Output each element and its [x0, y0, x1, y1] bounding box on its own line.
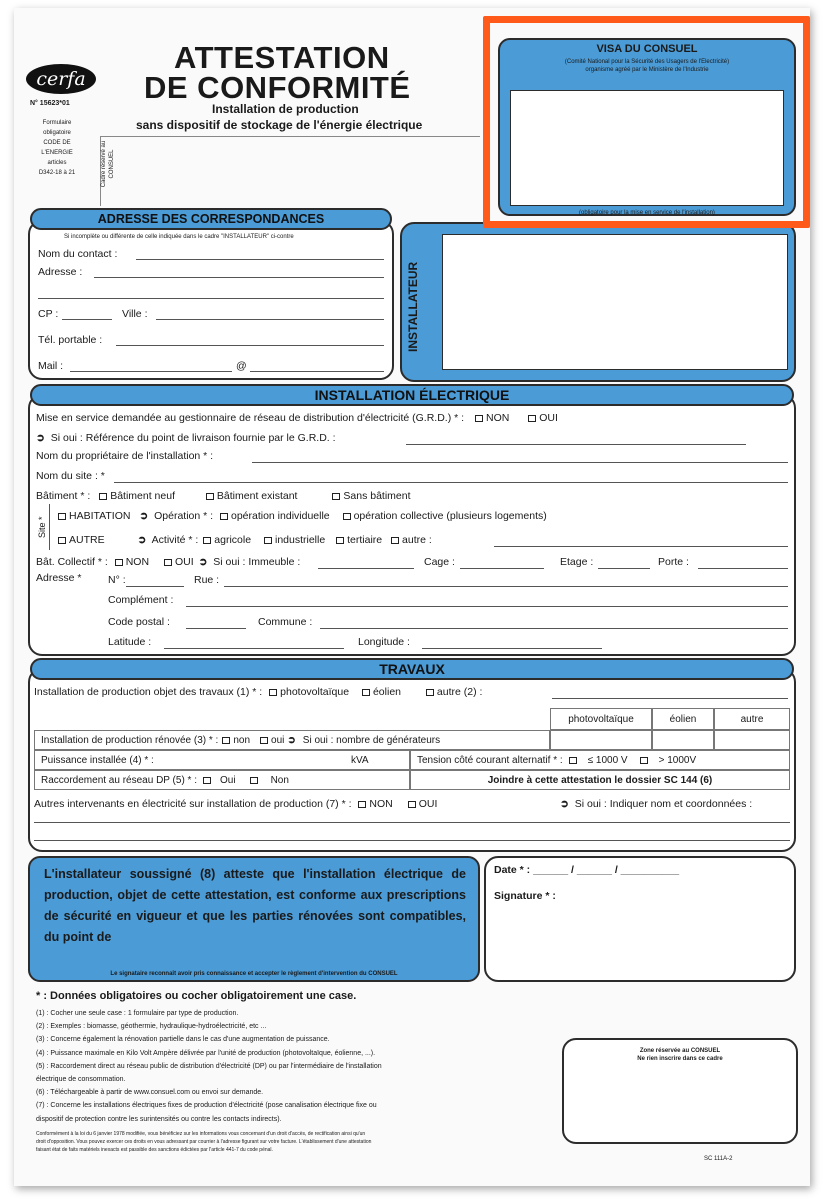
signature-area[interactable] — [576, 888, 786, 974]
collectif-oui-label: OUI — [174, 556, 194, 568]
renovee-oui-label: oui — [271, 734, 285, 746]
habitation-row — [58, 510, 547, 522]
operation-label: Opération * : — [154, 510, 214, 522]
ville-label: Ville : — [122, 308, 148, 320]
porte-field[interactable] — [698, 568, 788, 569]
arrow-icon: ➲ — [560, 798, 569, 810]
adresse-label: Adresse : — [38, 266, 83, 278]
pv-checkbox[interactable] — [269, 686, 349, 698]
etage-label: Etage : — [560, 556, 594, 568]
arrow-icon: ➲ — [198, 556, 208, 568]
op-coll-checkbox[interactable] — [343, 510, 547, 522]
note-item: (2) : Exemples : biomasse, géothermie, hydraulique-hydroélectricité, etc ... — [36, 1023, 267, 1031]
proprietaire-field[interactable] — [252, 462, 788, 463]
ref-pdl-label: Si oui : Référence du point de livraison fournie par le G.R.D. : — [50, 432, 336, 444]
proprietaire-label: Nom du propriétaire de l'installation * : — [36, 450, 214, 462]
notes-title: * : Données obligatoires ou cocher obligatoirement une case. — [36, 990, 357, 1002]
note-item: (5) : Raccordement direct au réseau public de distribution d'électricité (DP) ou par l'intermédiaire de l'installation — [36, 1062, 382, 1070]
mes-non-label: NON — [485, 412, 510, 424]
latitude-label: Latitude : — [108, 636, 152, 648]
sans-bat-label: Sans bâtiment — [343, 490, 411, 502]
objet-travaux-label: Installation de production objet des travaux (1) * : — [34, 686, 263, 698]
agricole-label: agricole — [214, 534, 252, 546]
si-oui-indiquer-label: Si oui : Indiquer nom et coordonnées : — [574, 798, 753, 810]
side-note-line: obligatoire — [43, 130, 71, 136]
batiment-row — [36, 490, 411, 502]
mes-non-checkbox[interactable] — [475, 412, 509, 424]
mail-label: Mail : — [38, 360, 64, 372]
installateur-label: INSTALLATEUR — [406, 261, 420, 352]
note-item: (3) : Concerne également la rénovation partielle dans le cas d'une augmentation de puissance. — [36, 1036, 330, 1044]
zone-consuel — [562, 1038, 798, 1144]
numero-field[interactable] — [126, 586, 184, 587]
agricole-checkbox[interactable] — [203, 534, 251, 546]
visa-title: VISA DU CONSUEL — [596, 43, 698, 55]
immeuble-label: Si oui : Immeuble : — [213, 556, 301, 568]
autre-prod-label: autre (2) : — [436, 686, 483, 698]
ref-pdl-field[interactable] — [406, 444, 746, 445]
autres-intervenants-row — [34, 798, 437, 810]
code-postal-field[interactable] — [186, 628, 246, 629]
renovee-non-checkbox[interactable] — [222, 735, 250, 746]
legal-line: Conformément à la loi du 6 janvier 1978 modifiée, vous bénéficiez sur les informations vous concernant d'un droit d'accès, de rectification ainsi qu'un — [36, 1131, 366, 1137]
raccord-non-label: Non — [270, 774, 289, 786]
tertiaire-label: tertiaire — [347, 534, 383, 546]
correspondances-note: Si incomplète ou différente de celle indiquée dans le cadre "INSTALLATEUR" ci-contre — [64, 234, 294, 240]
col-header-pv: photovoltaïque — [550, 708, 652, 730]
cage-field[interactable] — [460, 568, 544, 569]
form-code: SC 111A-2 — [704, 1156, 733, 1162]
sans-bat-checkbox[interactable] — [332, 490, 410, 502]
op-coll-label: opération collective (plusieurs logements) — [353, 510, 547, 522]
puissance-row — [34, 750, 410, 770]
legal-line: faisant état de faits matériels inexacts est passible des sanctions édictées par l'article 441-7 du code pénal. — [36, 1147, 273, 1153]
consuel-reserved-frame — [100, 136, 480, 206]
renovee-row — [34, 730, 550, 750]
batiment-label: Bâtiment * : — [36, 490, 91, 502]
correspondances-panel — [28, 220, 394, 380]
side-note-line: Formulaire — [42, 120, 72, 126]
note-item: (1) : Cocher une seule case : 1 formulaire par type de production. — [36, 1010, 239, 1017]
col-header-eolien: éolien — [652, 708, 714, 730]
habitation-label: HABITATION — [69, 510, 131, 522]
mise-en-service-label: Mise en service demandée au gestionnaire de réseau de distribution d'électricité (G.R.D.) * : — [36, 412, 465, 424]
installation-row1 — [36, 412, 558, 424]
puissance-label: Puissance installée (4) * : — [41, 754, 154, 766]
notes-list — [36, 1007, 382, 1126]
form-number: N° 15623*01 — [30, 100, 70, 107]
tension-high-label: > 1000V — [658, 754, 697, 766]
raccord-non-checkbox[interactable] — [250, 775, 289, 786]
site-label: Site * — [37, 516, 47, 538]
at-symbol: @ — [236, 360, 247, 372]
tension-label: Tension côté courant alternatif * : — [417, 754, 563, 766]
tel-field[interactable] — [116, 345, 384, 346]
cp-field[interactable] — [62, 319, 112, 320]
signature-panel — [484, 856, 796, 982]
activite-label: Activité * : — [151, 534, 199, 546]
renovee-label: Installation de production rénovée (3) * : — [41, 734, 219, 746]
tel-label: Tél. portable : — [38, 334, 103, 346]
installation-title: INSTALLATION ÉLECTRIQUE — [30, 384, 794, 406]
attestation-footer: Le signataire reconnaît avoir pris connaissance et accepter le règlement d'intervention du CONSUEL — [110, 971, 398, 977]
numero-label: N° : — [108, 574, 126, 586]
side-note-line: articles — [47, 160, 67, 166]
nb-gen-pv-field[interactable] — [550, 730, 652, 750]
tension-low-label: ≤ 1000 V — [587, 754, 628, 766]
nom-site-label: Nom du site : * — [36, 470, 105, 482]
installateur-panel — [400, 222, 796, 382]
autres-intervenants-label: Autres intervenants en électricité sur installation de production (7) * : — [34, 798, 352, 810]
bat-collectif-row — [36, 556, 300, 568]
bat-existant-checkbox[interactable] — [206, 490, 298, 502]
autre-activite-checkbox[interactable] — [391, 534, 432, 546]
cage-label: Cage : — [424, 556, 455, 568]
collectif-oui-checkbox[interactable] — [164, 556, 194, 568]
note-item: dispositif de protection contre les surintensités ou contre les contacts indirects). — [36, 1115, 282, 1123]
autre-activite-row — [58, 534, 432, 546]
autre-prod-checkbox[interactable] — [426, 686, 483, 698]
note-item: (4) : Puissance maximale en Kilo Volt Ampère délivrée par l'unité de production (photovoltaïque, éolienne, ...). — [36, 1049, 376, 1057]
tertiaire-checkbox[interactable] — [336, 534, 382, 546]
contact-field[interactable] — [136, 259, 384, 260]
latitude-field[interactable] — [164, 648, 344, 649]
raccord-oui-checkbox[interactable] — [203, 775, 236, 786]
habitation-checkbox[interactable] — [58, 510, 130, 522]
nb-gen-eolien-field[interactable] — [652, 730, 714, 750]
rue-label: Rue : — [194, 574, 220, 586]
nb-generateurs-label: Si oui : nombre de générateurs — [302, 734, 441, 746]
legal-line: droit d'opposition. Vous pouvez exercer ces droits en vous adressant par courrier à l'adresse figurant sur votre facture. L'établissement d'une attestation — [36, 1139, 372, 1145]
zone-consuel-line1: Zone réservée au CONSUEL — [639, 1048, 721, 1054]
etage-field[interactable] — [598, 568, 650, 569]
highlight-frame — [483, 16, 810, 228]
rue-field[interactable] — [224, 586, 788, 587]
visa-line2: organisme agréé par le Ministère de l'Industrie — [585, 67, 709, 73]
autre-prod-field[interactable] — [552, 698, 788, 699]
raccordement-label: Raccordement au réseau DP (5) * : — [41, 774, 198, 786]
side-note — [32, 118, 82, 178]
contact-label: Nom du contact : — [38, 248, 118, 260]
kva-unit: kVA — [351, 754, 369, 766]
collectif-non-label: NON — [125, 556, 150, 568]
ville-field[interactable] — [156, 319, 384, 320]
arrow-icon: ➲ — [137, 534, 147, 546]
tension-high-checkbox[interactable] — [640, 755, 697, 766]
autre-activite-label: autre : — [402, 534, 432, 546]
complement-label: Complément : — [108, 594, 174, 606]
note-item: (7) : Concerne les installations électriques fixes de production d'électricité (pose canalisation électrique fixe ou — [36, 1102, 377, 1110]
signature-label: Signature * : — [494, 890, 556, 902]
mes-oui-label: OUI — [539, 412, 558, 424]
side-note-line: L'ENERGIE — [41, 150, 73, 156]
zone-consuel-line2: Ne rien inscrire dans ce cadre — [637, 1056, 723, 1062]
travaux-title: TRAVAUX — [30, 658, 794, 680]
eolien-label: éolien — [372, 686, 401, 698]
code-postal-label: Code postal : — [108, 616, 170, 628]
tension-low-checkbox[interactable] — [569, 755, 628, 766]
correspondances-title: ADRESSE DES CORRESPONDANCES — [30, 208, 392, 230]
renovee-non-label: non — [233, 734, 251, 746]
arrow-icon: ➲ — [36, 432, 45, 444]
bat-neuf-label: Bâtiment neuf — [110, 490, 175, 502]
joindre-dossier: Joindre à cette attestation le dossier SC 144 (6) — [410, 770, 790, 790]
logo-text: cerfa — [36, 68, 86, 90]
nom-site-field[interactable] — [114, 482, 788, 483]
raccordement-row — [34, 770, 410, 790]
title-line1: ATTESTATION — [174, 40, 390, 75]
mail-domain-field[interactable] — [250, 371, 384, 372]
raccord-oui-label: Oui — [220, 774, 236, 786]
renovee-oui-checkbox[interactable] — [260, 735, 284, 746]
longitude-field[interactable] — [422, 648, 602, 649]
nb-gen-autre-field[interactable] — [714, 730, 790, 750]
arrow-icon: ➲ — [287, 734, 296, 746]
adresse-field-2[interactable] — [38, 298, 384, 299]
op-indiv-checkbox[interactable] — [220, 510, 330, 522]
intervenants-field[interactable] — [34, 822, 790, 823]
cp-label: CP : — [38, 308, 59, 320]
bat-neuf-checkbox[interactable] — [99, 490, 175, 502]
autre-activite-field[interactable] — [494, 546, 788, 547]
autres-non-checkbox[interactable] — [358, 798, 392, 810]
industrielle-label: industrielle — [274, 534, 326, 546]
eolien-checkbox[interactable] — [362, 686, 401, 698]
autres-oui-checkbox[interactable] — [408, 798, 438, 810]
adresse-site-label: Adresse * — [36, 572, 82, 584]
adresse-field[interactable] — [94, 277, 384, 278]
pv-label: photovoltaïque — [280, 686, 350, 698]
bat-collectif-label: Bât. Collectif * : — [36, 556, 108, 568]
consuel-reserved-label: Cadre réservé au CONSUEL — [101, 140, 115, 188]
op-indiv-label: opération individuelle — [230, 510, 330, 522]
attestation-text: L'installateur soussigné (8) atteste que l'installation électrique de production, objet de cette attestation, est conforme aux prescriptions de sécurité en vigueur et que les parties rénovées sont compatibles, du point de — [44, 867, 466, 944]
commune-label: Commune : — [258, 616, 313, 628]
note-item: électrique de consommation. — [36, 1076, 126, 1084]
autre-site-checkbox[interactable] — [58, 534, 105, 546]
intervenants-field-2[interactable] — [34, 840, 790, 841]
autres-non-label: NON — [369, 798, 393, 810]
si-oui-indiquer-row — [560, 798, 752, 810]
subtitle-1: Installation de production — [212, 102, 359, 116]
side-note-line: D342-18 à 21 — [38, 170, 76, 176]
mail-field[interactable] — [70, 371, 232, 372]
attestation-panel — [28, 856, 480, 982]
date-field[interactable]: Date * : ______ / ______ / __________ — [494, 864, 680, 876]
cerfa-logo — [26, 64, 96, 94]
note-item: (6) : Téléchargeable à partir de www.consuel.com ou envoi sur demande. — [36, 1089, 264, 1097]
title-line2: DE CONFORMITÉ — [144, 70, 411, 105]
industrielle-checkbox[interactable] — [264, 534, 325, 546]
autres-oui-label: OUI — [418, 798, 438, 810]
mes-oui-checkbox[interactable] — [528, 412, 558, 424]
side-note-line: CODE DE — [43, 140, 71, 146]
installation-row2 — [36, 432, 336, 444]
porte-label: Porte : — [658, 556, 689, 568]
visa-footer: (obligatoire pour la mise en service de l'installation) — [579, 210, 715, 216]
longitude-label: Longitude : — [358, 636, 410, 648]
complement-field[interactable] — [186, 606, 788, 607]
subtitle-2: sans dispositif de stockage de l'énergie électrique — [136, 118, 423, 132]
installateur-area[interactable] — [442, 234, 788, 370]
collectif-non-checkbox[interactable] — [115, 556, 149, 568]
legal-notice — [36, 1130, 371, 1154]
commune-field[interactable] — [320, 628, 788, 629]
travaux-row1 — [34, 686, 482, 698]
tension-row — [410, 750, 790, 770]
arrow-icon: ➲ — [139, 510, 149, 522]
bat-existant-label: Bâtiment existant — [216, 490, 298, 502]
visa-line1: (Comité National pour la Sécurité des Usagers de l'Electricité) — [564, 59, 730, 65]
autre-site-label: AUTRE — [69, 534, 105, 546]
immeuble-field[interactable] — [318, 568, 414, 569]
col-header-autre: autre — [714, 708, 790, 730]
